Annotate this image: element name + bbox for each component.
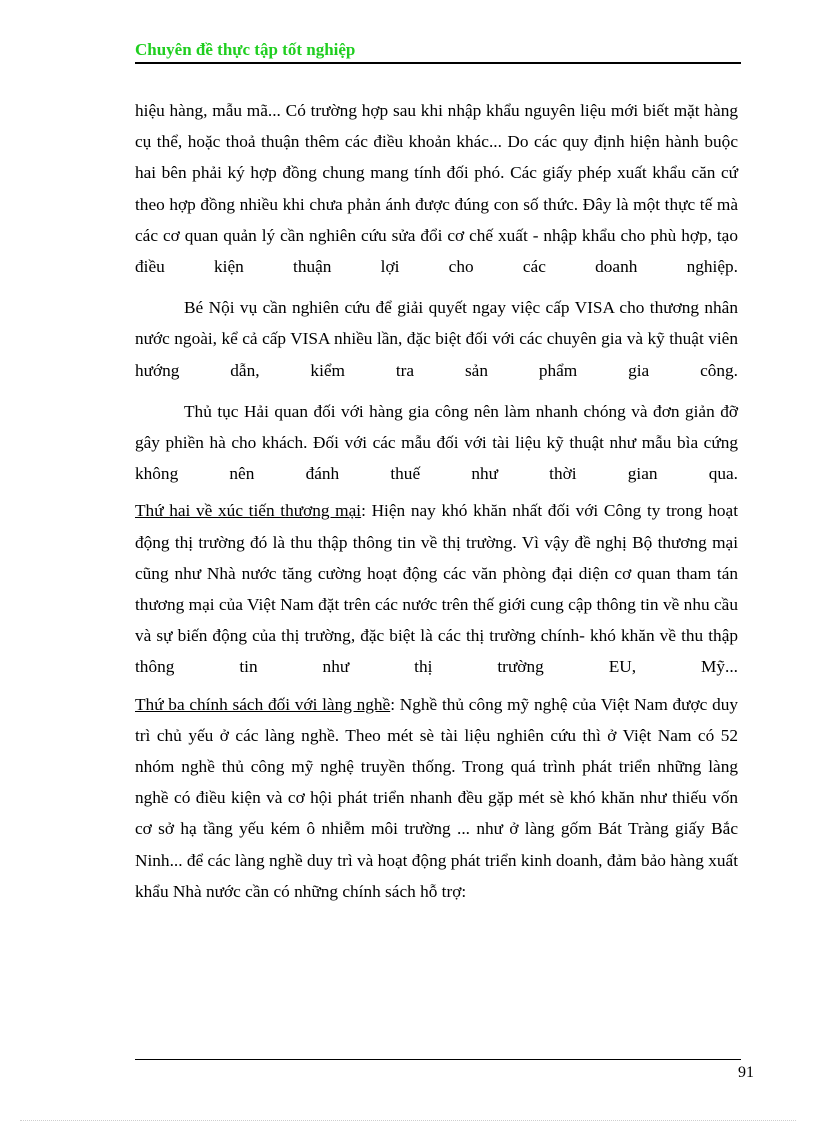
header-title: Chuyên đề thực tập tốt nghiệp (135, 40, 356, 59)
paragraph-5-text: : Nghề thủ công mỹ nghệ của Việt Nam được duy trì chủ yếu ở các làng nghề. Theo mét sè tài liệu nghiên cứu thì ở Việt Nam có 52 nhóm nghề thủ công mỹ nghệ truyền thống. Trong quá trình phát triển những làng nghề có điều kiện và cơ hội phát triển nhanh đều gặp mét sè khó khăn như thiếu vốn cơ sở hạ tầng yếu kém ô nhiễm môi trường ... như ở làng gốm Bát Tràng giấy Bắc Ninh... để các làng nghề duy trì và hoạt động phát triển kinh doanh, đảm bảo hàng xuất khẩu Nhà nước cần có những chính sách hỗ trợ: (135, 694, 738, 901)
page-header (135, 38, 741, 64)
paragraph-2: Bé Nội vụ cần nghiên cứu để giải quyết ngay việc cấp VISA cho thương nhân nước ngoài, kể cả cấp VISA nhiều lần, đặc biệt đối với các chuyên gia và kỹ thuật viên hướng dẫn, kiểm tra sản phẩm gia công. (135, 298, 738, 380)
paragraph-1: hiệu hàng, mẫu mã... Có trường hợp sau khi nhập khẩu nguyên liệu mới biết mặt hàng cụ thể, hoặc thoả thuận thêm các điều khoản khác... Do các quy định hiện hành buộc hai bên phải ký hợp đồng chung mang tính đối phó. Các giấy phép xuất khẩu căn cứ theo hợp đồng nhiều khi chưa phản ánh được đúng con số thức. Đây là một thực tế mà các cơ quan quản lý cần nghiên cứu sửa đổi cơ chế xuất - nhập khẩu cho phù hợp, tạo điều kiện thuận lợi cho các doanh nghiệp. (135, 101, 738, 277)
page-bottom-border (20, 1120, 796, 1121)
paragraph-4-text: : Hiện nay khó khăn nhất đối với Công ty trong hoạt động thị trường đó là thu thập thông tin về thị trường. Vì vậy đề nghị Bộ thương mại cũng như Nhà nước tăng cường hoạt động các văn phòng đại diện cơ quan tham tán thương mại của Việt Nam đặt trên các nước trên thế giới cung cập thông tin về nhu cầu và sự biến động của thị trường, đặc biệt là các thị trường chính- khó khăn về thu thập thông tin như thị trường EU, Mỹ... (135, 501, 738, 677)
paragraph-3: Thủ tục Hải quan đối với hàng gia công nên làm nhanh chóng và đơn giản đỡ gây phiền hà cho khách. Đối với các mẫu đối với tài liệu kỹ thuật như mẫu bìa cứng không nên đánh thuế như thời gian qua. (135, 401, 738, 484)
paragraph-5 (135, 689, 738, 907)
paragraph-4 (135, 495, 738, 682)
section-heading-craft-village-policy: Thứ ba chính sách đối với làng nghề (135, 694, 391, 714)
page-number: 91 (738, 1064, 754, 1081)
footer-divider (135, 1059, 741, 1060)
document-body (135, 95, 738, 907)
section-heading-trade-promotion: Thứ hai về xúc tiến thương mại (135, 501, 362, 521)
